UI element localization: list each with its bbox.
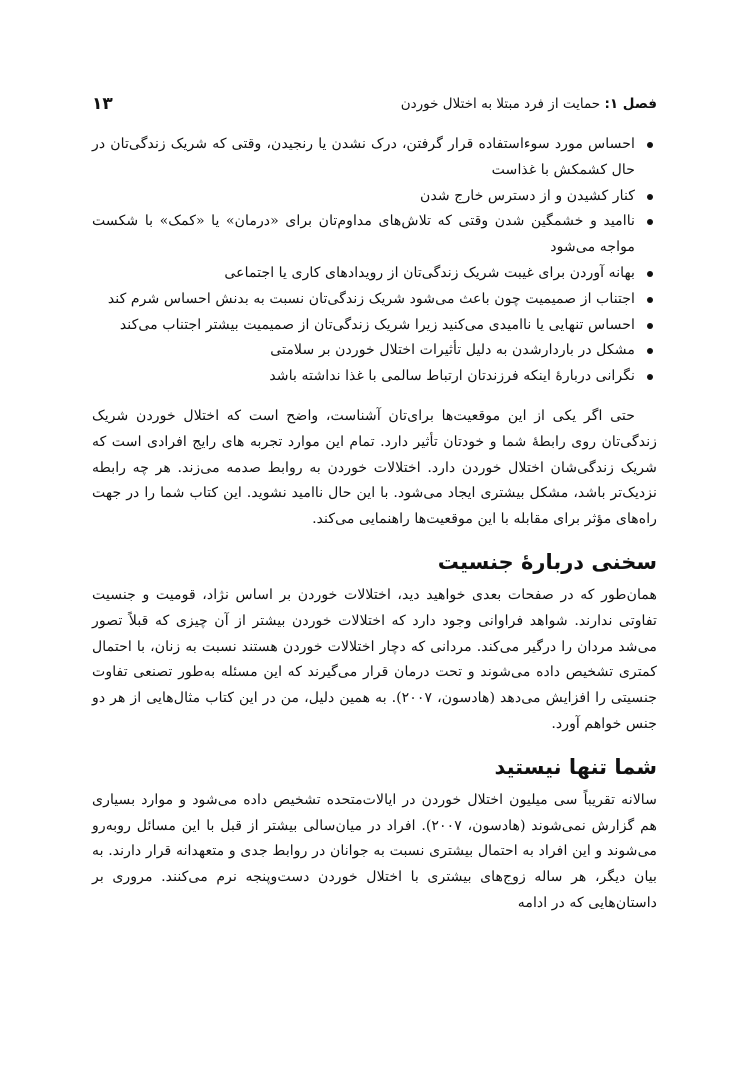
bullet-dot-icon xyxy=(647,271,653,277)
list-item-text: احساس مورد سوءاستفاده قرار گرفتن، درک نشدن یا رنجیدن، وقتی که شریک زندگی‌تان در حال کشمکش با غذاست xyxy=(92,136,635,178)
list-item xyxy=(92,184,657,210)
gender-paragraph: همان‌طور که در صفحات بعدی خواهید دید، اختلالات خوردن بر اساس نژاد، قومیت و جنسیت تفاوتی ندارند. شواهد فراوانی وجود دارد که اختلالات خوردن بیشتر از آن چیزی که قبلاً تصور می‌شد مردان را درگیر می‌کند. مردانی که دچار اختلالات خوردن هستند نسبت به زنان، با احتمال کمتری تشخیص داده می‌شوند و تحت درمان قرار می‌گیرند که این مسئله به‌طور تصنعی تفاوت جنسیتی را افزایش می‌دهد (هادسون، ۲۰۰۷). به همین دلیل، من در این کتاب مثال‌هایی از هر دو جنس خواهم آورد. xyxy=(92,586,657,732)
list-item-text: نگرانی دربارهٔ اینکه فرزندتان ارتباط سالمی با غذا نداشته باشد xyxy=(269,368,635,385)
bullet-list xyxy=(92,132,657,390)
list-item-text: ناامید و خشمگین شدن وقتی که تلاش‌های مداوم‌تان برای «درمان» یا «کمک» با شکست مواجه می‌شود xyxy=(92,213,635,256)
section-heading-gender: سخنی دربارهٔ جنسیت xyxy=(437,549,657,574)
page-body xyxy=(92,132,657,931)
page-header xyxy=(92,96,657,120)
not-alone-paragraph: سالانه تقریباً سی میلیون اختلال خوردن در ایالات‌متحده تشخیص داده می‌شود و موارد بسیاری هم گزارش نمی‌شوند (هادسون، ۲۰۰۷). افراد در میان‌سالی بیشتر از قبل با این مسائل روبه‌رو می‌شوند و این افراد به احتمال بیشتری نسبت به جوانان در روابط جدی و متعهدانه قرار دارند. به بیان دیگر، هر ساله زوج‌های بیشتری با اختلال خوردن دست‌وپنجه نرم می‌کنند. مروری بر داستان‌هایی که در ادامه xyxy=(92,791,657,911)
list-item xyxy=(92,338,657,364)
list-item xyxy=(92,287,657,313)
chapter-label: فصل ۱: xyxy=(604,96,657,112)
bullet-dot-icon xyxy=(647,374,653,380)
section-heading-not-alone: شما تنها نیستید xyxy=(494,754,657,779)
list-item-text: مشکل در باردارشدن به دلیل تأثیرات اختلال خوردن بر سلامتی xyxy=(270,342,635,359)
bullet-dot-icon xyxy=(647,142,653,148)
page-number: ۱۳ xyxy=(92,94,113,114)
list-item xyxy=(92,209,657,261)
list-item xyxy=(92,364,657,390)
list-item xyxy=(92,313,657,339)
bullet-dot-icon xyxy=(647,323,653,329)
list-item xyxy=(92,261,657,287)
bullet-dot-icon xyxy=(647,194,653,200)
bullet-dot-icon xyxy=(647,297,653,303)
list-item-text: بهانه آوردن برای غیبت شریک زندگی‌تان از رویدادهای کاری یا اجتماعی xyxy=(224,264,635,281)
intro-paragraph: حتی اگر یکی از این موقعیت‌ها برای‌تان آشناست، واضح است که اختلال خوردن شریک زندگی‌تان روی رابطهٔ شما و خودتان تأثیر دارد. تمام این موارد تجربه های رایج افرادی است که شریک زندگی‌شان اختلال خوردن دارد. اختلالات خوردن به روابط صدمه می‌زند. هر چه رابطه نزدیک‌تر باشد، مشکل بیشتری ایجاد می‌شود. با این حال ناامید نشوید. این کتاب شما را در جهت راه‌های مؤثر برای مقابله با این موقعیت‌ها راهنمایی می‌کند. xyxy=(92,407,657,528)
list-item-text: احساس تنهایی یا ناامیدی می‌کنید زیرا شریک زندگی‌تان از صمیمیت بیشتر اجتناب می‌کند xyxy=(119,316,635,333)
chapter-title: حمایت از فرد مبتلا به اختلال خوردن xyxy=(400,96,601,112)
bullet-dot-icon xyxy=(647,348,653,354)
running-head xyxy=(401,96,657,112)
list-item-text: کنار کشیدن و از دسترس خارج شدن xyxy=(420,187,635,204)
list-item xyxy=(92,132,657,184)
bullet-dot-icon xyxy=(647,219,653,225)
list-item-text: اجتناب از صمیمیت چون باعث می‌شود شریک زندگی‌تان نسبت به بدنش احساس شرم کند xyxy=(107,290,635,307)
